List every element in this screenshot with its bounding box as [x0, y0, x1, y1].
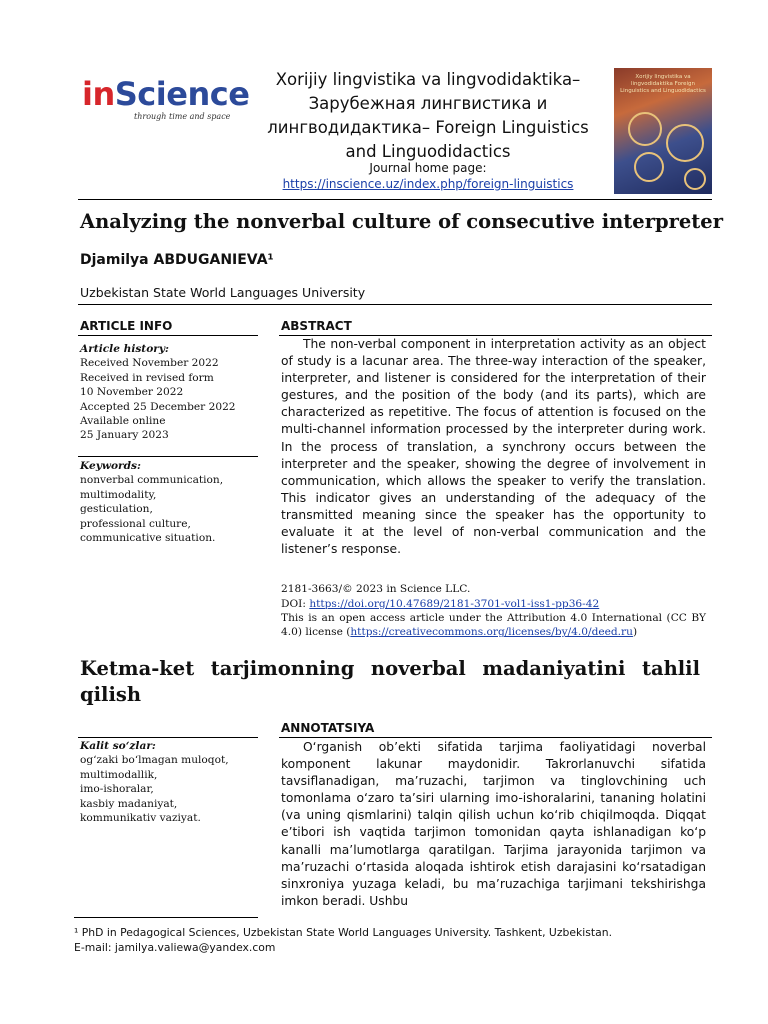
journal-title: Xorijiy lingvistika va lingvodidaktika– Зарубежная лингвистика и лингводидактика– Foreign Linguistics and Linguodidactics	[267, 70, 589, 161]
annotation-heading: ANNOTATSIYA	[281, 721, 375, 735]
cover-ornament	[684, 168, 706, 190]
logo-science-text: Science	[114, 75, 250, 113]
logo-tagline: through time and space	[134, 112, 231, 121]
keywords-rule	[78, 456, 258, 457]
uzbek-keyword-item: og‘zaki bo‘lmagan muloqot,	[80, 754, 229, 767]
keyword-item: gesticulation,	[80, 503, 153, 516]
header-rule	[78, 199, 712, 200]
uzbek-keywords-label: Kalit so‘zlar:	[80, 740, 156, 752]
cover-title: Xorijiy lingvistika va lingvodidaktika Foreign Linguistics and Linguodidactics	[620, 74, 706, 94]
keywords-label: Keywords:	[80, 460, 141, 472]
cover-ornament	[628, 112, 662, 146]
journal-home-link[interactable]: https://inscience.uz/index.php/foreign-linguistics	[282, 177, 574, 191]
footnote-rule	[74, 917, 258, 918]
author-affiliation: Uzbekistan State World Languages University	[80, 285, 366, 300]
article-history-label: Article history:	[80, 343, 169, 355]
annotation-text: O‘rganish ob’ekti sifatida tarjima faoliyatidagi noverbal komponent lakunar maydonidir. Takrorlanuvchi sifatida tavsiflanadigan, ma’ruzachi, tarjimon va tinglovchining uch tomonlama o‘zaro ta’siri ularning imo-ishoralarini, tananing holatini (va uning qismlarini) talqin qilish uchun ko‘rib chiqilmoqda. Diqqat e’tibori ish vaqtida tarjimon tomonidan qayta ishlanadigan ko‘p kanalli ma’lumotlarga qaratilgan. Tarjima jarayonida tarjimon va ma’ruzachi o‘rtasida aloqada ishtirok etish darajasini ko‘rsatadigan sinxroniya yuzaga keladi, bu ma’ruzachiga tarjimani tekshirishga imkon beradi. Ushbu	[281, 740, 706, 908]
license-statement	[281, 611, 706, 640]
history-line: 10 November 2022	[80, 386, 184, 399]
article-history	[80, 342, 258, 443]
cover-ornament	[634, 152, 664, 182]
history-line: Accepted 25 December 2022	[80, 400, 236, 413]
license-close: )	[632, 626, 638, 639]
keyword-item: communicative situation.	[80, 532, 216, 545]
cover-ornament	[666, 124, 704, 162]
abstract-text: The non-verbal component in interpretation activity as an object of study is a lacunar area. The three-way interaction of the speaker, interpreter, and listener is considered for the interpretation of their gestures, and the position of the body (and its parts), which are characterized as repetitive. The focus of attention is focused on the multi-channel information processed by the interpreter during work. In the process of translation, a synchrony occurs between the interpreter and the speaker, showing the degree of involvement in communication, which allows the speaker to verify the translation. This indicator gives an understanding of the adequacy of the transmitted meaning since the speaker has the opportunity to evaluate it at the level of non-verbal communication and the listener’s response.	[281, 337, 706, 557]
keyword-item: professional culture,	[80, 517, 191, 530]
annotation-rule-right	[279, 737, 712, 738]
footnote-affiliation: ¹ PhD in Pedagogical Sciences, Uzbekistan State World Languages University. Tashkent, Uzbekistan.	[74, 926, 613, 939]
uzbek-keyword-item: multimodallik,	[80, 768, 158, 781]
footnote-email: E-mail: jamilya.valiewa@yandex.com	[74, 941, 276, 954]
logo-in-text: in	[82, 75, 115, 113]
article-title: Analyzing the nonverbal culture of consecutive interpreter	[80, 210, 723, 233]
license-link[interactable]: https://creativecommons.org/licenses/by/4.0/deed.ru	[350, 626, 633, 639]
article-info-rule	[78, 335, 258, 336]
uzbek-keyword-item: kasbiy madaniyat,	[80, 797, 178, 810]
doi-line	[281, 597, 706, 611]
keyword-item: nonverbal communication,	[80, 474, 224, 487]
publisher-logo	[82, 75, 250, 128]
journal-home-label: Journal home page:	[369, 161, 487, 175]
uzbek-keyword-item: imo-ishoralar,	[80, 783, 154, 796]
annotation-rule	[78, 737, 258, 738]
uzbek-title: Ketma-ket tarjimonning noverbal madaniyatini tahlil qilish	[80, 657, 700, 706]
doi-label: DOI:	[281, 598, 306, 610]
uzbek-keyword-item: kommunikativ vaziyat.	[80, 812, 201, 825]
keywords-block	[80, 459, 258, 545]
article-author: Djamilya ABDUGANIEVA¹	[80, 252, 274, 268]
license-text: This is an open access article under the Attribution 4.0 International (CC BY 4.0) license (	[281, 612, 706, 639]
journal-home-url-wrap	[258, 176, 598, 192]
doi-link[interactable]: https://doi.org/10.47689/2181-3701-vol1-iss1-pp36-42	[309, 598, 600, 610]
history-line: Received in revised form	[80, 371, 214, 384]
history-line: Available online	[80, 415, 166, 428]
journal-cover-image	[614, 68, 712, 194]
article-info-heading: ARTICLE INFO	[80, 319, 173, 333]
copyright-line: 2181-3663/© 2023 in Science LLC.	[281, 583, 471, 595]
title-rule	[78, 304, 712, 305]
history-line: 25 January 2023	[80, 429, 169, 442]
history-line: Received November 2022	[80, 357, 219, 370]
abstract-heading: ABSTRACT	[281, 319, 352, 333]
uzbek-keywords-block	[80, 739, 258, 825]
keyword-item: multimodality,	[80, 488, 157, 501]
